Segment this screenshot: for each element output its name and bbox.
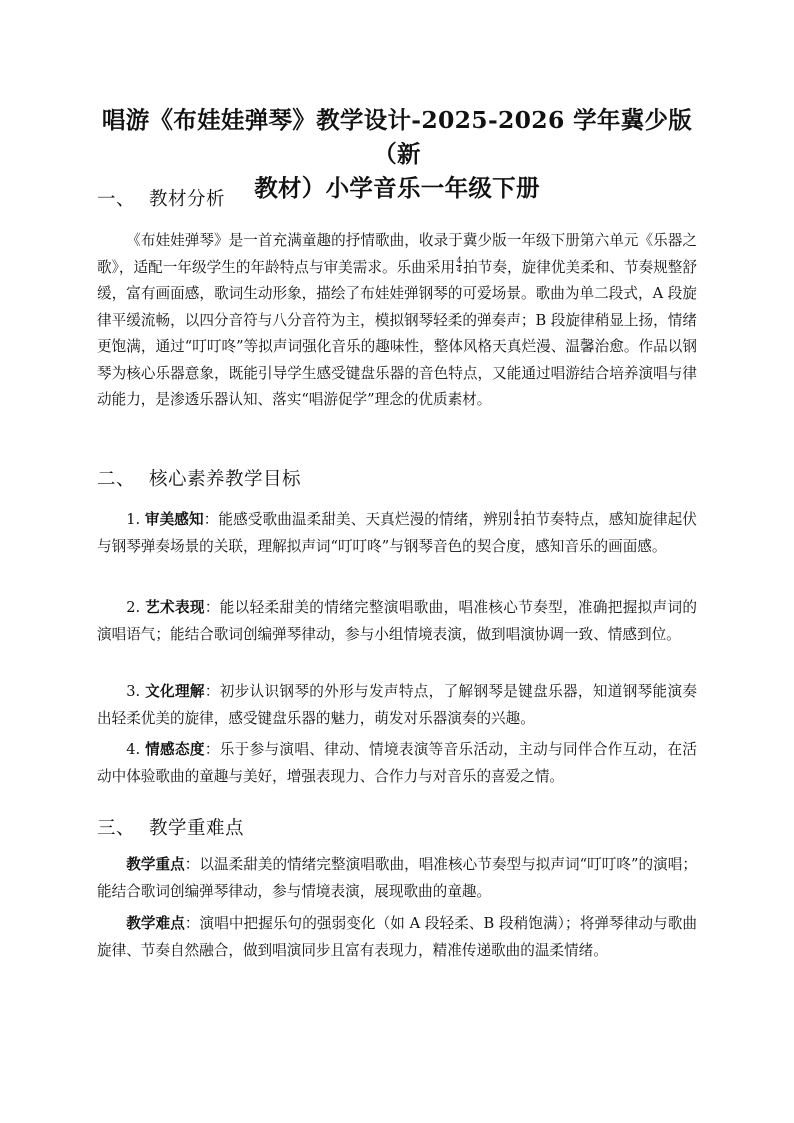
section-number: 一、 bbox=[97, 189, 136, 210]
item-text: ：能感受歌曲温柔甜美、天真烂漫的情绪，辨别 bbox=[203, 511, 513, 528]
item-text: ：能以轻柔甜美的情绪完整演唱歌曲，唱准核心节奏型，准确把握拟声词的演唱语气；能结合歌词创编弹琴律动，参与小组情境表演，做到唱演协调一致、情感到位。 bbox=[97, 599, 697, 643]
item-number: 2. bbox=[126, 599, 141, 616]
time-signature-top: 4 bbox=[513, 508, 520, 518]
item-label: 文化理解 bbox=[145, 683, 205, 700]
objective-item-1 bbox=[97, 507, 697, 560]
time-signature bbox=[456, 257, 462, 274]
title-line-1: 唱游《布娃娃弹琴》教学设计-2025-2026 学年冀少版（新 bbox=[101, 106, 693, 168]
time-signature-bottom: 4 bbox=[513, 517, 520, 527]
item-number: 4. bbox=[126, 741, 141, 758]
item-text: ：初步认识钢琴的外形与发声特点，了解钢琴是键盘乐器，知道钢琴能演奏出轻柔优美的旋律，感受键盘乐器的魅力，萌发对乐器演奏的兴趣。 bbox=[97, 683, 697, 727]
objective-item-3 bbox=[97, 679, 697, 732]
section-title: 教学重难点 bbox=[149, 818, 245, 839]
section-heading-1 bbox=[97, 187, 225, 213]
section-title: 教材分析 bbox=[149, 189, 226, 210]
section-number: 二、 bbox=[97, 469, 136, 490]
item-text: ：乐于参与演唱、律动、情境表演等音乐活动，主动与同伴合作互动，在活动中体验歌曲的童趣与美好，增强表现力、合作力与对音乐的喜爱之情。 bbox=[97, 741, 697, 785]
difficulty-paragraph bbox=[97, 911, 697, 964]
section-1-paragraph bbox=[97, 228, 697, 414]
objective-item-4 bbox=[97, 737, 697, 790]
time-signature-top: 4 bbox=[456, 256, 462, 265]
item-label: 审美感知 bbox=[144, 511, 204, 528]
objective-item-2 bbox=[97, 595, 697, 648]
item-label: 情感态度 bbox=[145, 741, 205, 758]
difficulty-text: ：演唱中把握乐句的强弱变化（如 A 段轻柔、B 段稍饱满）；将弹琴律动与歌曲旋律、节奏自然融合，做到唱演同步且富有表现力，精准传递歌曲的温柔情绪。 bbox=[97, 915, 697, 959]
key-point-paragraph bbox=[97, 852, 697, 905]
difficulty-label: 教学难点 bbox=[126, 915, 185, 932]
paragraph-text: 拍节奏，旋律优美柔和、节奏规整舒缓，富有画面感，歌词生动形象，描绘了布娃娃弹钢琴的可爱场景。歌曲为单二段式，A 段旋律平缓流畅，以四分音符与八分音符为主，模拟钢琴轻柔的弹奏声；B 段旋律稍显上扬，情绪更饱满，通过“叮叮咚”等拟声词强化音乐的趣味性，整体风格天真烂漫、温馨治愈。作品以钢琴为核心乐器意象，既能引导学生感受键盘乐器的音色特点，又能通过唱游结合培养演唱与律动能力，是渗透乐器认知、落实“唱游促学”理念的优质素材。 bbox=[97, 258, 697, 408]
key-point-text: ：以温柔甜美的情绪完整演唱歌曲，唱准核心节奏型与拟声词“叮叮咚”的演唱；能结合歌词创编弹琴律动，参与情境表演，展现歌曲的童趣。 bbox=[97, 856, 697, 900]
time-signature-bottom: 4 bbox=[456, 265, 462, 274]
key-point-label: 教学重点 bbox=[126, 856, 185, 873]
section-number: 三、 bbox=[97, 818, 136, 839]
time-signature bbox=[514, 510, 520, 527]
item-text: 拍节奏特点，感知旋律起伏与钢琴弹奏场景的关联，理解拟声词“叮叮咚”与钢琴音色的契合度，感知音乐的画面感。 bbox=[97, 511, 697, 555]
paragraph-text: 《布娃娃弹琴》是一首充满童趣的抒情歌曲，收录于冀少版一年级下册第六单元《乐器之歌》，适配一年级学生的年龄特点与审美需求。乐曲采用 bbox=[97, 232, 697, 276]
item-label: 艺术表现 bbox=[145, 599, 205, 616]
section-heading-3 bbox=[97, 816, 244, 842]
item-number: 1. bbox=[126, 511, 141, 528]
section-title: 核心素养教学目标 bbox=[149, 469, 302, 490]
item-number: 3. bbox=[126, 683, 141, 700]
section-heading-2 bbox=[97, 467, 301, 493]
title-line-2: 教材）小学音乐一年级下册 bbox=[254, 174, 540, 202]
